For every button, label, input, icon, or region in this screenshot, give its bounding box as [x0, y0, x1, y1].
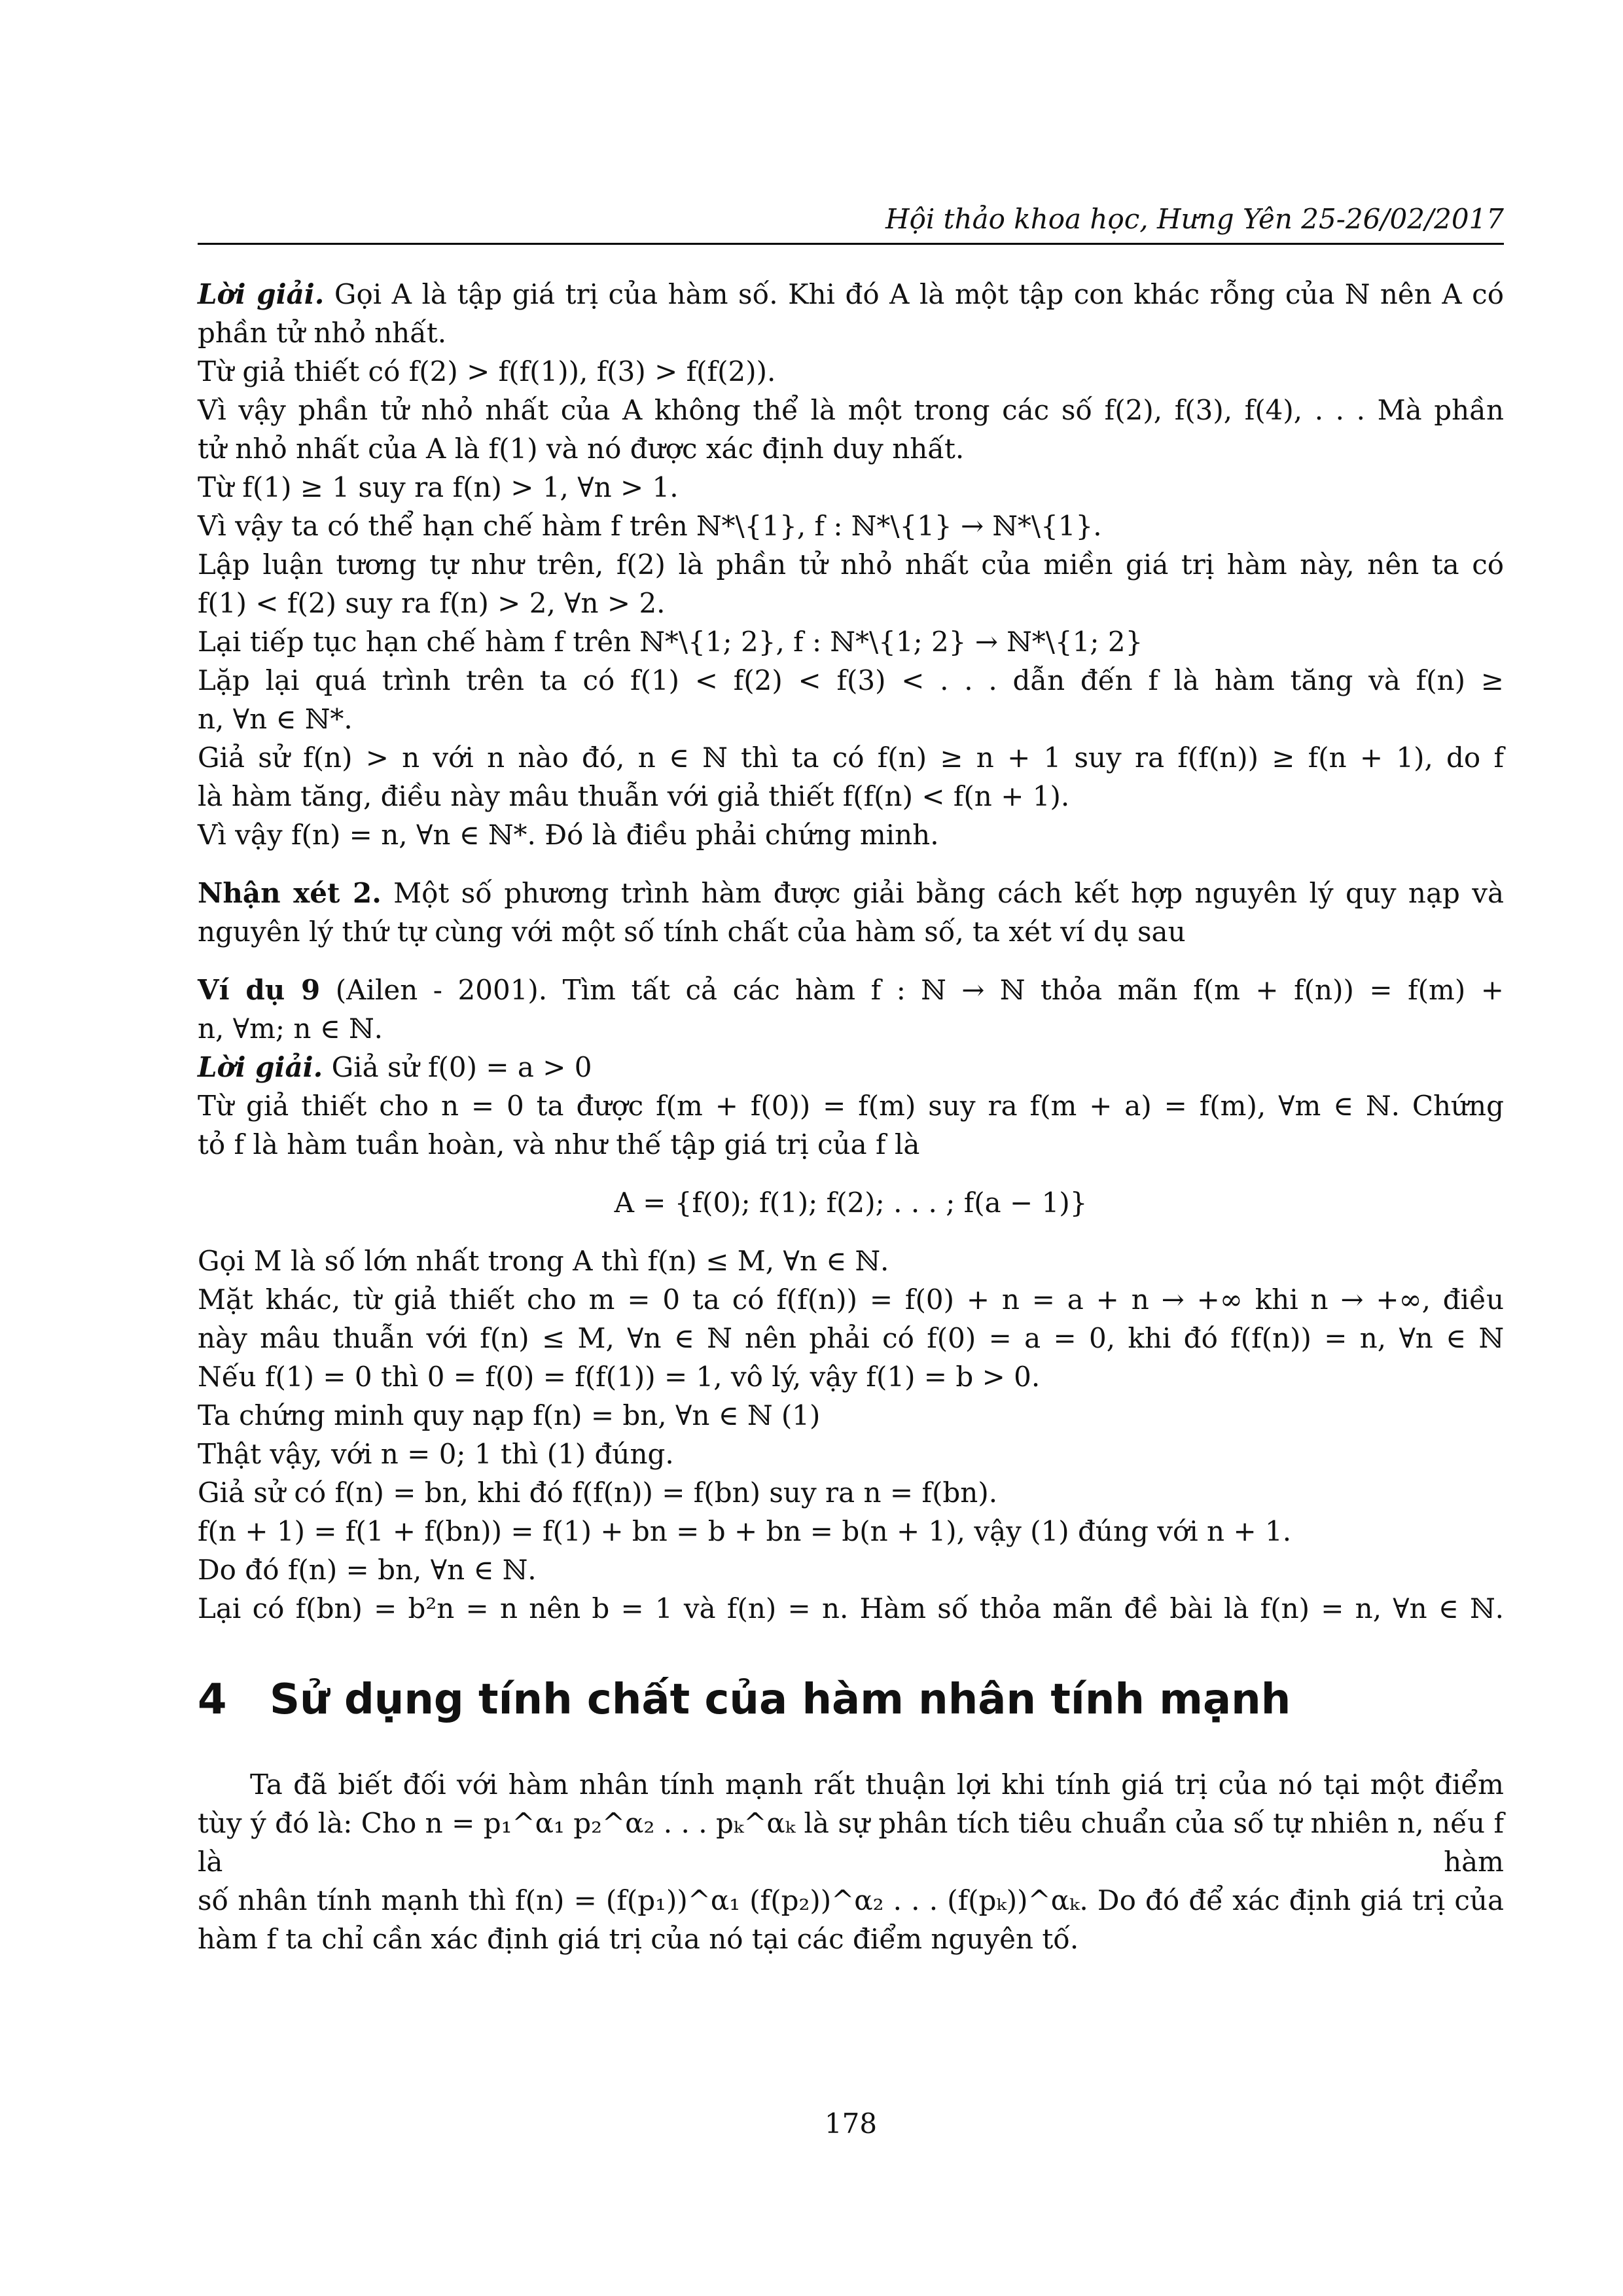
solution1-line-11: Lặp lại quá trình trên ta có f(1) < f(2) < f(3) < . . . dẫn đến f là hàm tăng và f(n) ≥	[198, 664, 1504, 696]
solution1-line-8: Lập luận tương tự như trên, f(2) là phần tử nhỏ nhất của miền giá trị hàm này, nên ta có	[198, 548, 1504, 581]
section4-line-4: hàm f ta chỉ cần xác định giá trị của nó tại các điểm nguyên tố.	[198, 1923, 1079, 1955]
example9-line-1: Ví dụ 9 (Ailen - 2001). Tìm tất cả các hàm f : ℕ → ℕ thỏa mãn f(m + f(n)) = f(m) +	[198, 974, 1504, 1006]
solution1-line-10: Lại tiếp tục hạn chế hàm f trên ℕ*\{1; 2}, f : ℕ*\{1; 2} → ℕ*\{1; 2}	[198, 626, 1143, 658]
solution-label: Lời giải.	[198, 1051, 323, 1083]
solution2-line-4: Gọi M là số lớn nhất trong A thì f(n) ≤ M, ∀n ∈ ℕ.	[198, 1245, 889, 1277]
solution1-line-3: Từ giả thiết có f(2) > f(f(1)), f(3) > f(f(2)).	[198, 355, 776, 387]
solution1-line-14: là hàm tăng, điều này mâu thuẫn với giả thiết f(f(n) < f(n + 1).	[198, 780, 1070, 812]
solution2-line-7: Nếu f(1) = 0 thì 0 = f(0) = f(f(1)) = 1, vô lý, vậy f(1) = b > 0.	[198, 1361, 1041, 1393]
solution2-line-1: Lời giải. Giả sử f(0) = a > 0	[198, 1051, 592, 1083]
solution1-line-1: Lời giải. Gọi A là tập giá trị của hàm số. Khi đó A là một tập con khác rỗng của ℕ nên A có	[198, 278, 1504, 310]
solution1-line-12: n, ∀n ∈ ℕ*.	[198, 703, 353, 735]
section4-line-2: tùy ý đó là: Cho n = p₁^α₁ p₂^α₂ . . . pₖ^αₖ là sự phân tích tiêu chuẩn của số tự nhiên n, nếu f là hàm	[198, 1807, 1504, 1878]
solution1-line-4: Vì vậy phần tử nhỏ nhất của A không thể là một trong các số f(2), f(3), f(4), . . . Mà phần	[198, 394, 1504, 426]
section-title: Sử dụng tính chất của hàm nhân tính mạnh	[270, 1676, 1291, 1724]
spacer	[198, 1222, 1504, 1242]
section-heading	[198, 1674, 1504, 1726]
solution2-line-10: Giả sử có f(n) = bn, khi đó f(f(n)) = f(bn) suy ra n = f(bn).	[198, 1477, 998, 1509]
page	[198, 0, 1504, 2296]
solution1-line-2: phần tử nhỏ nhất.	[198, 317, 447, 349]
solution2-line-3: tỏ f là hàm tuần hoàn, và như thế tập giá trị của f là	[198, 1128, 920, 1160]
solution2-line-13: Lại có f(bn) = b²n = n nên b = 1 và f(n) = n. Hàm số thỏa mãn đề bài là f(n) = n, ∀n ∈ ℕ.	[198, 1592, 1504, 1624]
solution1-line-7: Vì vậy ta có thể hạn chế hàm f trên ℕ*\{1}, f : ℕ*\{1} → ℕ*\{1}.	[198, 510, 1102, 542]
solution-label: Lời giải.	[198, 278, 325, 310]
solution1-line-13: Giả sử f(n) > n với n nào đó, n ∈ ℕ thì ta có f(n) ≥ n + 1 suy ra f(f(n)) ≥ f(n + 1), do f	[198, 742, 1504, 774]
example-label: Ví dụ 9	[198, 974, 321, 1006]
running-header: Hội thảo khoa học, Hưng Yên 25-26/02/2017	[198, 203, 1504, 245]
spacer	[198, 951, 1504, 971]
example9-line-2: n, ∀m; n ∈ ℕ.	[198, 1013, 383, 1045]
solution1-line-9: f(1) < f(2) suy ra f(n) > 2, ∀n > 2.	[198, 587, 666, 619]
remark2-line-2: nguyên lý thứ tự cùng với một số tính chất của hàm số, ta xét ví dụ sau	[198, 916, 1186, 948]
solution2-line-5: Mặt khác, từ giả thiết cho m = 0 ta có f(f(n)) = f(0) + n = a + n → +∞ khi n → +∞, điều	[198, 1283, 1504, 1316]
page-number: 178	[824, 2108, 878, 2140]
spacer	[198, 854, 1504, 874]
remark2-line-1: Nhận xét 2. Một số phương trình hàm được giải bằng cách kết hợp nguyên lý quy nạp và	[198, 877, 1504, 909]
page-body	[198, 275, 1504, 1958]
spacer	[198, 1164, 1504, 1183]
solution1-line-6: Từ f(1) ≥ 1 suy ra f(n) > 1, ∀n > 1.	[198, 471, 679, 503]
solution2-line-8: Ta chứng minh quy nạp f(n) = bn, ∀n ∈ ℕ (1)	[198, 1399, 821, 1431]
remark-label: Nhận xét 2.	[198, 877, 382, 909]
solution1-line-5: tử nhỏ nhất của A là f(1) và nó được xác định duy nhất.	[198, 433, 965, 465]
section-number: 4	[198, 1676, 227, 1724]
solution2-line-11: f(n + 1) = f(1 + f(bn)) = f(1) + bn = b + bn = b(n + 1), vậy (1) đúng với n + 1.	[198, 1515, 1292, 1547]
solution2-line-9: Thật vậy, với n = 0; 1 thì (1) đúng.	[198, 1438, 674, 1470]
solution2-line-12: Do đó f(n) = bn, ∀n ∈ ℕ.	[198, 1554, 537, 1586]
section4-line-3: số nhân tính mạnh thì f(n) = (f(p₁))^α₁ (f(p₂))^α₂ . . . (f(pₖ))^αₖ. Do đó để xác định giá trị của	[198, 1884, 1504, 1916]
solution2-line-6: này mâu thuẫn với f(n) ≤ M, ∀n ∈ ℕ nên phải có f(0) = a = 0, khi đó f(f(n)) = n, ∀n ∈ ℕ	[198, 1322, 1504, 1354]
solution2-line-2: Từ giả thiết cho n = 0 ta được f(m + f(0)) = f(m) suy ra f(m + a) = f(m), ∀m ∈ ℕ. Chứng	[198, 1090, 1504, 1122]
section4-line-1: Ta đã biết đối với hàm nhân tính mạnh rất thuận lợi khi tính giá trị của nó tại một điểm	[250, 1768, 1504, 1801]
display-equation: A = {f(0); f(1); f(2); . . . ; f(a − 1)}	[614, 1187, 1088, 1219]
solution1-line-15: Vì vậy f(n) = n, ∀n ∈ ℕ*. Đó là điều phải chứng minh.	[198, 819, 939, 851]
